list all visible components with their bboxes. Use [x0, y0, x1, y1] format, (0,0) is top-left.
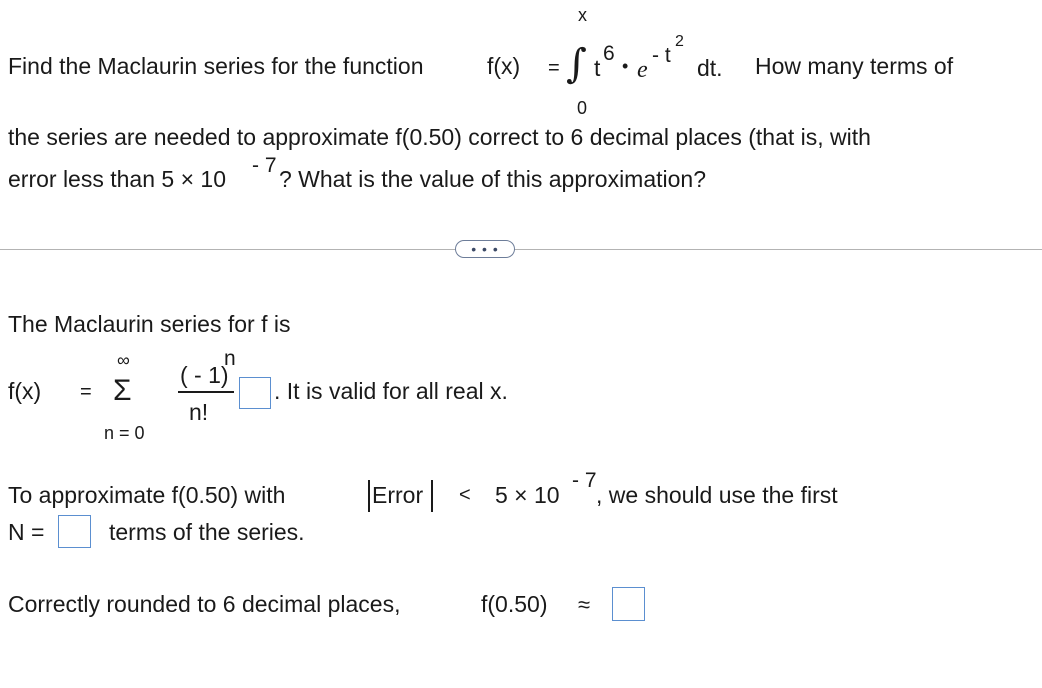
series-function-name: f(x) [8, 378, 42, 404]
section-divider [0, 249, 1042, 250]
problem-lead-text: Find the Maclaurin series for the function [8, 53, 424, 79]
sum-upper-limit: ∞ [117, 350, 130, 370]
validity-text: . It is valid for all real x. [274, 378, 508, 404]
integrand-t-exponent: 6 [603, 42, 615, 65]
series-intro-text: The Maclaurin series for f is [8, 311, 291, 337]
dt-text: dt. [697, 55, 723, 81]
series-equals-sign: = [80, 381, 92, 403]
approx-symbol: ≈ [578, 592, 591, 617]
n-label: N = [8, 519, 45, 545]
sum-lower-limit: n = 0 [104, 423, 145, 443]
integral-lower-limit: 0 [577, 98, 588, 118]
equals-sign: = [548, 57, 560, 79]
integrand-t: t [594, 55, 601, 81]
series-term-input[interactable] [239, 377, 271, 409]
how-many-terms-text: How many terms of [755, 53, 954, 79]
exponent-neg-t: - t [652, 44, 671, 67]
more-options-button[interactable] [455, 240, 515, 258]
use-first-text: , we should use the first [596, 482, 838, 508]
numerator-exponent: n [224, 347, 236, 370]
f050-label: f(0.50) [481, 591, 548, 617]
series-numerator: ( - 1) [180, 362, 229, 388]
series-denominator: n! [189, 399, 209, 425]
problem-line-3b: ? What is the value of this approximation? [279, 166, 707, 192]
sigma-symbol: Σ [113, 374, 132, 407]
approximate-text: To approximate f(0.50) with [8, 482, 286, 508]
problem-line-3-exponent: - 7 [252, 154, 277, 177]
rounded-text: Correctly rounded to 6 decimal places, [8, 591, 401, 617]
error-bound: 5 × 10 [495, 482, 560, 508]
abs-bar-right [431, 480, 433, 512]
abs-bar-left [368, 480, 370, 512]
ellipsis-icon: • • • [471, 241, 499, 257]
problem-line-3a: error less than 5 × 10 [8, 166, 226, 192]
fraction-bar [178, 391, 234, 393]
terms-of-series-text: terms of the series. [109, 519, 305, 545]
error-label: Error [372, 482, 424, 508]
multiplication-dot: • [622, 56, 629, 76]
integral-upper-limit: x [578, 5, 587, 25]
function-name: f(x) [487, 53, 521, 79]
problem-line-2: the series are needed to approximate f(0.50) correct to 6 decimal places (that is, with [8, 124, 871, 150]
integral-sign: ∫ [566, 41, 587, 87]
exponent-square: 2 [675, 33, 684, 50]
approximation-value-input[interactable] [612, 587, 645, 621]
euler-e: e [637, 57, 648, 83]
error-bound-exponent: - 7 [572, 469, 597, 492]
less-than-sign: < [459, 484, 471, 506]
terms-count-input[interactable] [58, 515, 91, 548]
